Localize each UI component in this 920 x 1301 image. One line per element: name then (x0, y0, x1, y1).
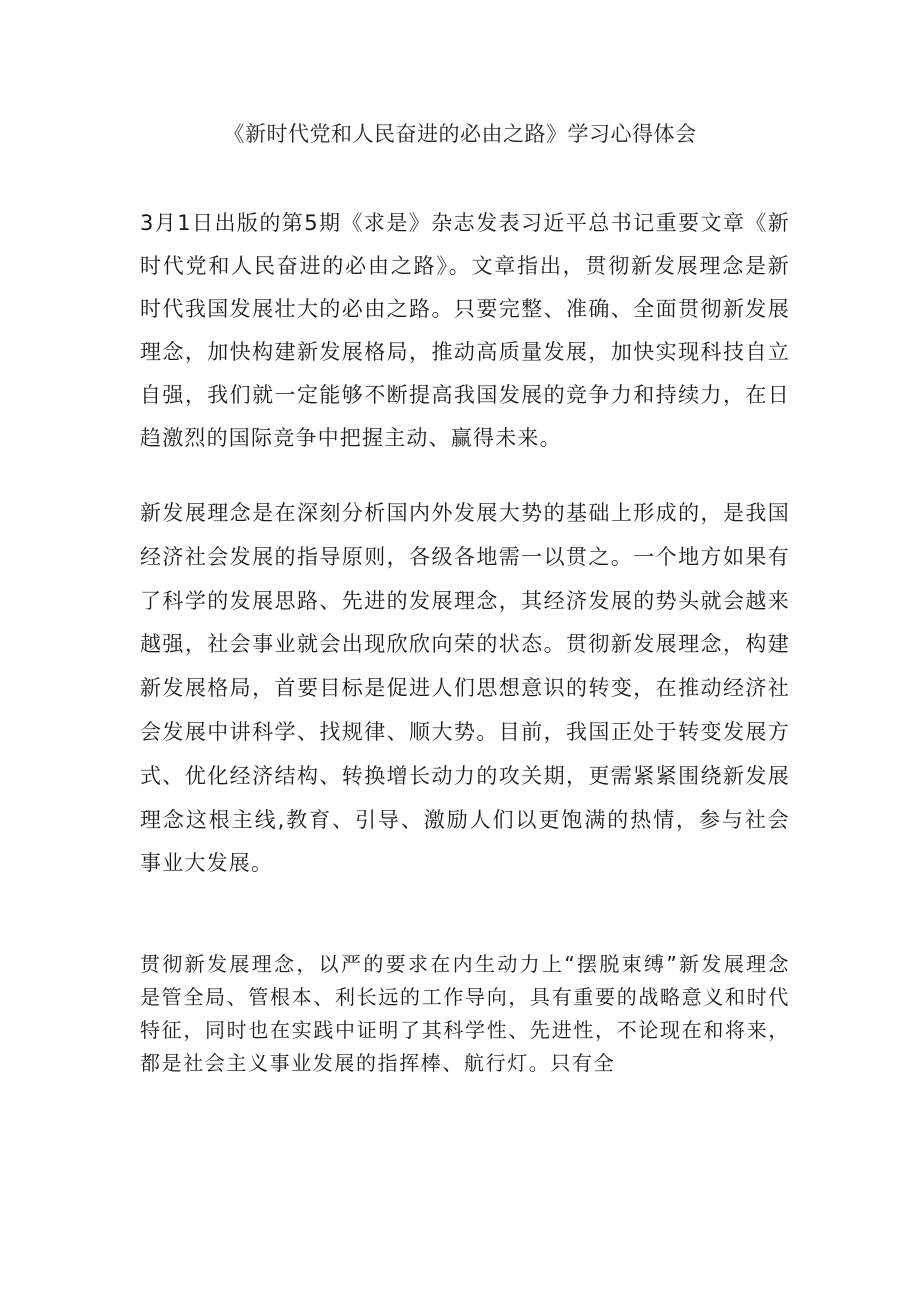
document-title: 《新时代党和人民奋进的必由之路》学习心得体会 (223, 122, 697, 146)
paragraph-2: 新发展理念是在深刻分析国内外发展大势的基础上形成的，是我国经济社会发展的指导原则，各级各地需一以贯之。一个地方如果有了科学的发展思路、先进的发展理念，其经济发展的势头就会越来越强，社会事业就会出现欣欣向荣的状态。贯彻新发展理念，构建新发展格局，首要目标是促进人们思想意识的转变，在推动经济社会发展中讲科学、找规律、顺大势。目前，我国正处于转变发展方式、优化经济结构、转换增长动力的攻关期，更需紧紧围绕新发展理念这根主线,教育、引导、激励人们以更饱满的热情，参与社会事业大发展。 (140, 501, 790, 876)
paragraph-3: 贯彻新发展理念，以严的要求在内生动力上“摆脱束缚”新发展理念是管全局、管根本、利长远的工作导向，具有重要的战略意义和时代特征，同时也在实践中证明了其科学性、先进性，不论现在和将来，都是社会主义事业发展的指挥棒、航行灯。只有全 (140, 952, 790, 1075)
paragraph-1: 3月1日出版的第5期《求是》杂志发表习近平总书记重要文章《新时代党和人民奋进的必由之路》。文章指出，贯彻新发展理念是新时代我国发展壮大的必由之路。只要完整、准确、全面贯彻新发展理念，加快构建新发展格局，推动高质量发展，加快实现科技自立自强，我们就一定能够不断提高我国发展的竞争力和持续力，在日趋激烈的国际竞争中把握主动、赢得未来。 (140, 211, 790, 450)
